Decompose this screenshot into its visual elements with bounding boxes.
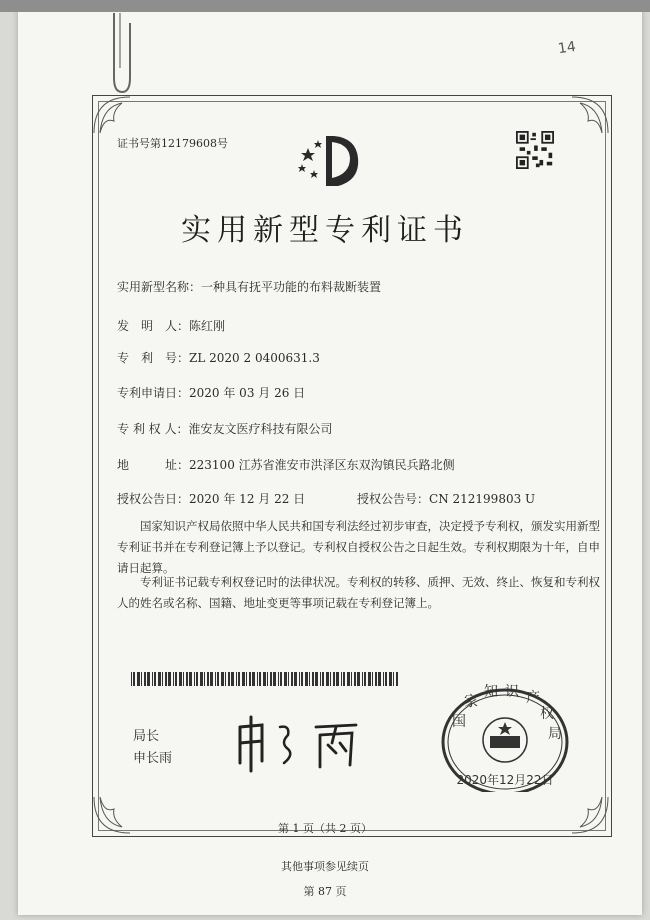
field-name xyxy=(117,278,381,295)
field-grant-date xyxy=(117,490,305,507)
field-label: 授权公告号： xyxy=(357,492,430,506)
certificate-title: 实用新型专利证书 xyxy=(181,213,469,248)
field-value: 陈红刚 xyxy=(189,319,226,333)
field-label: 授权公告日： xyxy=(117,492,190,506)
svg-text:国: 国 xyxy=(452,714,466,730)
field-inventor xyxy=(117,317,225,334)
page-indicator: 第 1 页（共 2 页） xyxy=(278,822,372,835)
svg-text:局: 局 xyxy=(548,726,562,742)
certificate-number xyxy=(117,135,228,151)
patent-office-emblem-icon xyxy=(294,130,364,190)
certificate-number-label: 证书号第 xyxy=(117,137,161,150)
document-page-number: 第 87 页 xyxy=(303,885,347,898)
field-label: 专利申请日： xyxy=(117,386,190,400)
corner-ornament-icon xyxy=(92,95,152,135)
field-label: 专 利 号： xyxy=(117,351,190,365)
svg-text:知: 知 xyxy=(484,684,498,700)
field-value: 一种具有抚平功能的布料裁断装置 xyxy=(201,280,382,294)
svg-text:权: 权 xyxy=(540,706,554,722)
barcode-icon xyxy=(131,672,401,686)
body-paragraph-2 xyxy=(117,572,607,614)
field-label: 发 明 人： xyxy=(117,319,190,333)
field-patentee xyxy=(117,420,332,437)
certificate-number-value: 12179608 xyxy=(161,137,217,150)
handwritten-signature-icon xyxy=(232,713,372,773)
body-text: 国家知识产权局依照中华人民共和国专利法经过初步审查，决定授予专利权，颁发实用新型专利证书并在专利登记簿上予以登记。专利权自授权公告之日起生效。专利权期限为十年，自申请日起算。 xyxy=(117,519,600,575)
field-filing-date xyxy=(117,384,305,401)
qr-code-icon xyxy=(516,131,554,169)
continued-note: 其他事项参见续页 xyxy=(281,860,369,873)
field-value: CN 212199803 U xyxy=(429,492,536,506)
corner-ornament-icon xyxy=(550,95,610,135)
svg-text:家: 家 xyxy=(464,694,478,710)
signatory-name: 申长雨 xyxy=(133,751,173,766)
field-label: 专 利 权 人： xyxy=(117,422,189,436)
field-address xyxy=(117,456,455,473)
field-value: 淮安友文医疗科技有限公司 xyxy=(188,422,333,436)
field-value: 2020 年 12 月 22 日 xyxy=(189,492,306,506)
paperclip-icon xyxy=(100,8,140,98)
svg-text:识: 识 xyxy=(505,684,519,700)
field-value: 2020 年 03 月 26 日 xyxy=(189,386,306,400)
field-grant-no xyxy=(357,490,535,507)
handwritten-note: 14 xyxy=(556,38,577,58)
field-label: 地 址： xyxy=(117,458,190,472)
field-patent-no xyxy=(117,349,320,366)
signatory-title: 局长 xyxy=(133,729,160,744)
seal-date: 2020年12月22日 xyxy=(456,773,554,787)
field-label: 实用新型名称： xyxy=(117,280,202,294)
top-edge xyxy=(0,0,650,12)
svg-text:产: 产 xyxy=(526,690,540,706)
body-text: 专利证书记载专利权登记时的法律状况。专利权的转移、质押、无效、终止、恢复和专利权人的姓名或名称、国籍、地址变更等事项记载在专利登记簿上。 xyxy=(117,575,600,610)
signature-block xyxy=(133,726,172,770)
field-value: 223100 江苏省淮安市洪泽区东双沟镇民兵路北侧 xyxy=(189,458,455,472)
field-value: ZL 2020 2 0400631.3 xyxy=(189,351,320,365)
certificate-number-suffix: 号 xyxy=(217,137,228,150)
official-seal-icon xyxy=(430,680,580,792)
body-paragraph-1 xyxy=(117,516,607,579)
